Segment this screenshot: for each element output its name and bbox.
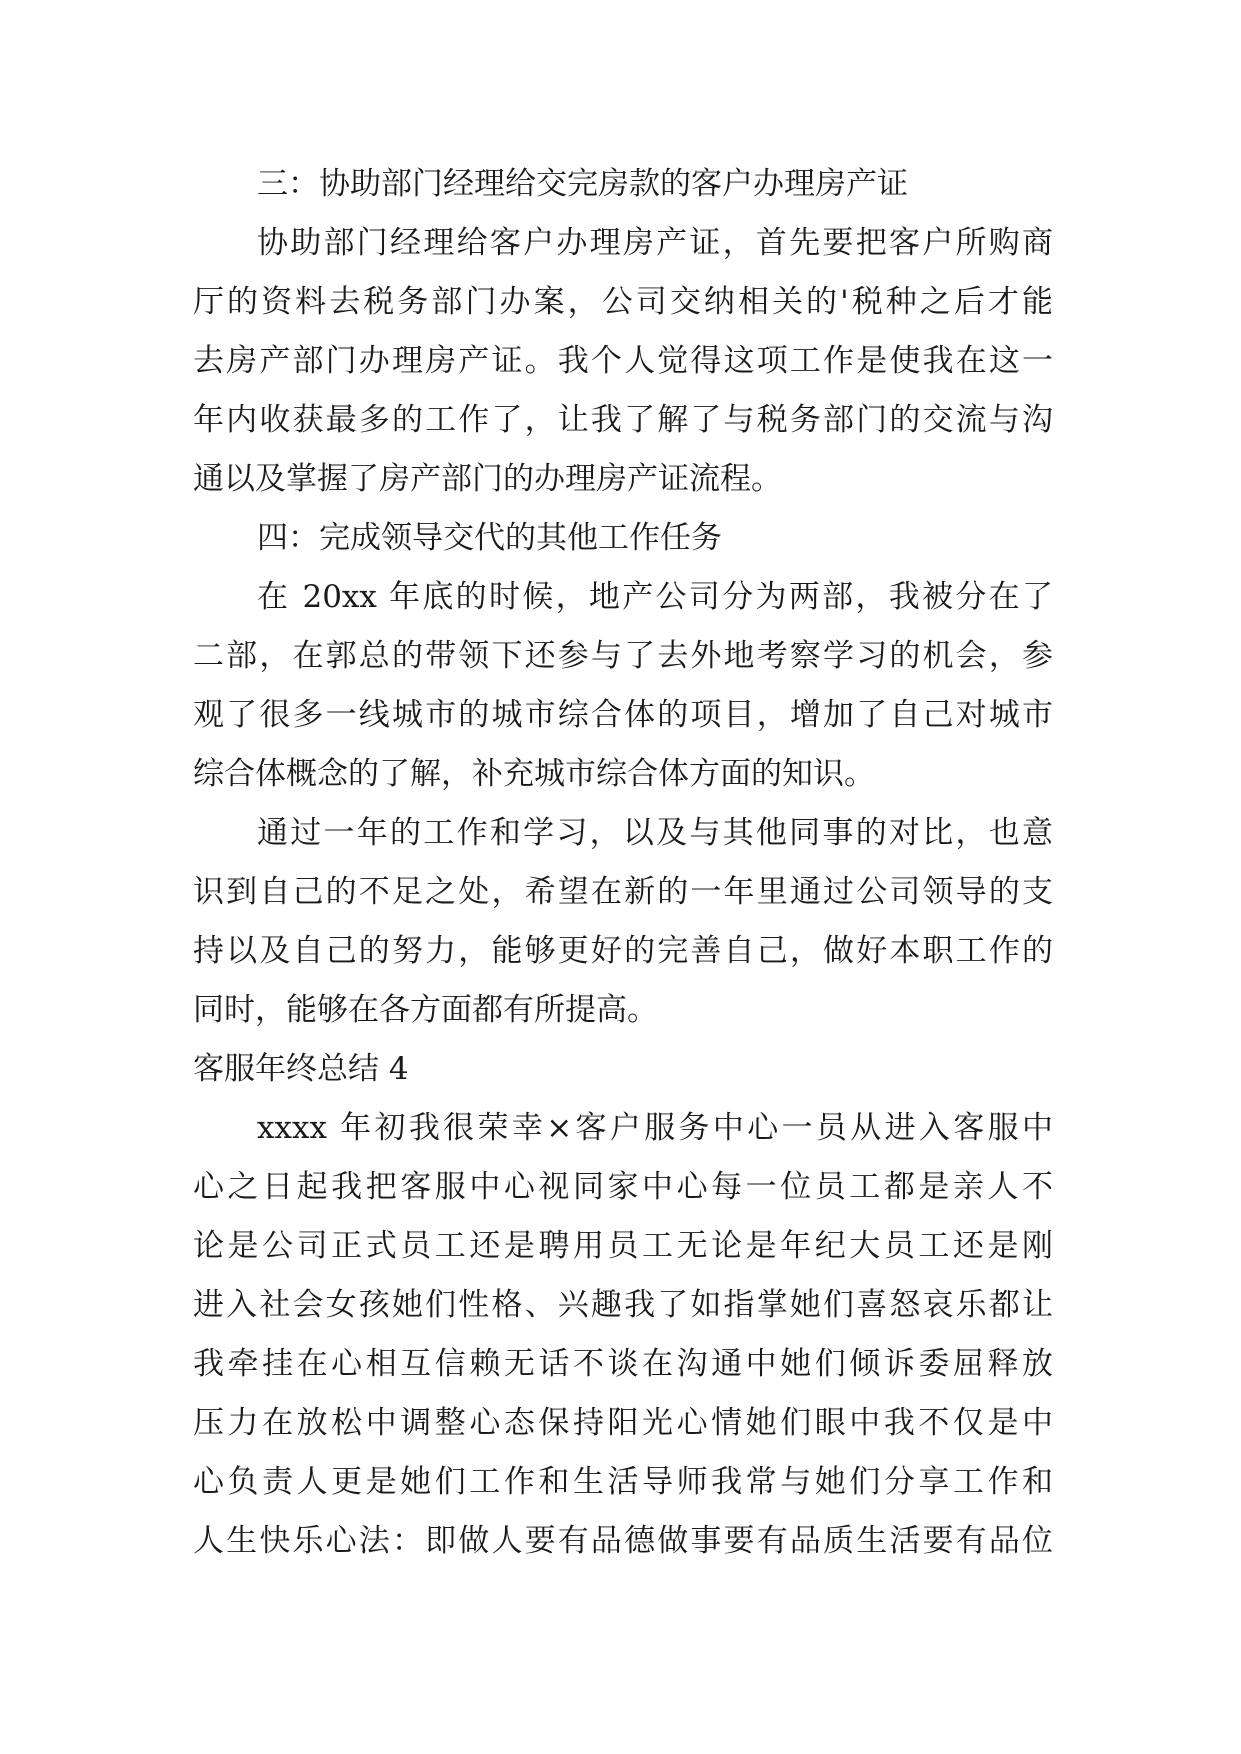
paragraph-line: 去房产部门办理房产证。我个人觉得这项工作是使我在这一 [193,343,1053,379]
paragraph-line: 通过一年的工作和学习，以及与其他同事的对比，也意 [257,815,1053,851]
paragraph-line: 我牵挂在心相互信赖无话不谈在沟通中她们倾诉委屈释放 [193,1346,1053,1382]
paragraph-line: 论是公司正式员工还是聘用员工无论是年纪大员工还是刚 [193,1228,1053,1264]
paragraph-line: 识到自己的不足之处，希望在新的一年里通过公司领导的支 [193,874,1053,910]
paragraph-line: 通以及掌握了房产部门的办理房产证流程。 [193,461,782,497]
section-heading-4: 四：完成领导交代的其他工作任务 [257,520,722,556]
section-heading-3: 三：协助部门经理给交完房款的客户办理房产证 [257,166,908,202]
paragraph-line: 在 20xx 年底的时候，地产公司分为两部，我被分在了 [257,579,1053,615]
paragraph-line: 同时，能够在各方面都有所提高。 [193,992,658,1028]
paragraph-line: 心之日起我把客服中心视同家中心每一位员工都是亲人不 [193,1169,1053,1205]
paragraph-line: 二部，在郭总的带领下还参与了去外地考察学习的机会，参 [193,638,1053,674]
paragraph-line: 持以及自己的努力，能够更好的完善自己，做好本职工作的 [193,933,1053,969]
document-body [193,155,1053,1571]
paragraph-line: xxxx 年初我很荣幸×客户服务中心一员从进入客服中 [257,1110,1053,1146]
paragraph-line: 综合体概念的了解，补充城市综合体方面的知识。 [193,756,875,792]
paragraph-line: 进入社会女孩她们性格、兴趣我了如指掌她们喜怒哀乐都让 [193,1287,1053,1323]
paragraph-line: 压力在放松中调整心态保持阳光心情她们眼中我不仅是中 [193,1405,1053,1441]
paragraph-line: 年内收获最多的工作了，让我了解了与税务部门的交流与沟 [193,402,1053,438]
document-title: 客服年终总结 4 [193,1051,409,1087]
paragraph-line: 人生快乐心法：即做人要有品德做事要有品质生活要有品位 [193,1523,1053,1559]
paragraph-line: 厅的资料去税务部门办案，公司交纳相关的'税种之后才能 [193,284,1053,320]
paragraph-line: 心负责人更是她们工作和生活导师我常与她们分享工作和 [193,1464,1053,1500]
paragraph-line: 观了很多一线城市的城市综合体的项目，增加了自己对城市 [193,697,1053,733]
paragraph-line: 协助部门经理给客户办理房产证，首先要把客户所购商 [257,225,1053,261]
